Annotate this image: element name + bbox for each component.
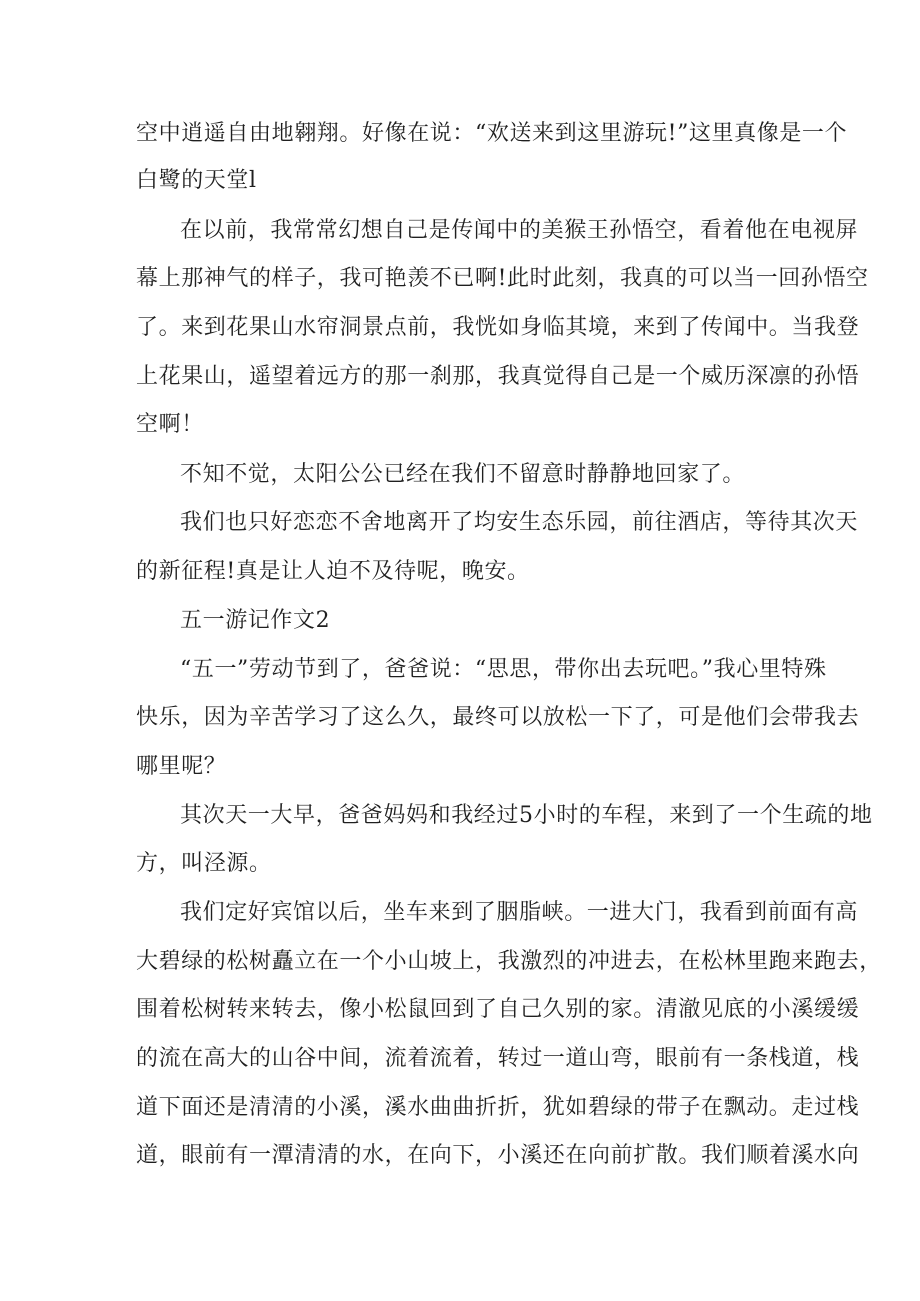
paragraph-line: 其次天一大早，爸爸妈妈和我经过5小时的车程，来到了一个生疏的地 bbox=[180, 803, 873, 828]
text-line: 的流在高大的山谷中间，流着流着，转过一道山弯，眼前有一条栈道，栈 bbox=[136, 1046, 860, 1071]
section-heading: 五一游记作文2 bbox=[180, 608, 331, 633]
text-line: 快乐，因为辛苦学习了这么久，最终可以放松一下了，可是他们会带我去 bbox=[136, 705, 860, 730]
paragraph-line: 我们定好宾馆以后，坐车来到了胭脂峡。一进大门，我看到前面有高 bbox=[180, 900, 859, 925]
paragraph-line: 在以前，我常常幻想自己是传闻中的美猴王孙悟空，看着他在电视屏 bbox=[180, 218, 859, 243]
text-line: 哪里呢？ bbox=[136, 754, 227, 779]
text-line: 大碧绿的松树矗立在一个小山坡上，我激烈的冲进去，在松林里跑来跑去， bbox=[136, 949, 882, 974]
paragraph-line: “五一”劳动节到了，爸爸说：“思思，带你出去玩吧。”我心里特殊 bbox=[180, 657, 827, 682]
text-line: 空中逍遥自由地翱翔。好像在说：“欢送来到这里游玩!”这里真像是一个 bbox=[136, 121, 848, 146]
paragraph-line: 不知不觉，太阳公公已经在我们不留意时静静地回家了。 bbox=[180, 462, 746, 487]
text-line: 围着松树转来转去，像小松鼠回到了自己久别的家。清澈见底的小溪缓缓 bbox=[136, 997, 860, 1022]
text-line: 白鹭的天堂l bbox=[136, 168, 257, 193]
text-line: 空啊！ bbox=[136, 412, 204, 437]
text-line: 了。来到花果山水帘洞景点前，我恍如身临其境，来到了传闻中。当我登 bbox=[136, 315, 860, 340]
text-line: 幕上那神气的样子，我可艳羡不已啊!此时此刻，我真的可以当一回孙悟空 bbox=[136, 266, 869, 291]
paragraph-line: 我们也只好恋恋不舍地离开了均安生态乐园，前往酒店，等待其次天 bbox=[180, 510, 859, 535]
text-line: 上花果山，遥望着远方的那一刹那，我真觉得自己是一个威历深凛的孙悟 bbox=[136, 364, 860, 389]
text-line: 道，眼前有一潭清清的水，在向下，小溪还在向前扩散。我们顺着溪水向 bbox=[136, 1143, 860, 1168]
text-line: 道下面还是清清的小溪，溪水曲曲折折，犹如碧绿的带子在飘动。走过栈 bbox=[136, 1095, 860, 1120]
text-line: 方，叫泾源。 bbox=[136, 851, 272, 876]
text-line: 的新征程!真是让人迫不及待呢，晚安。 bbox=[136, 559, 530, 584]
